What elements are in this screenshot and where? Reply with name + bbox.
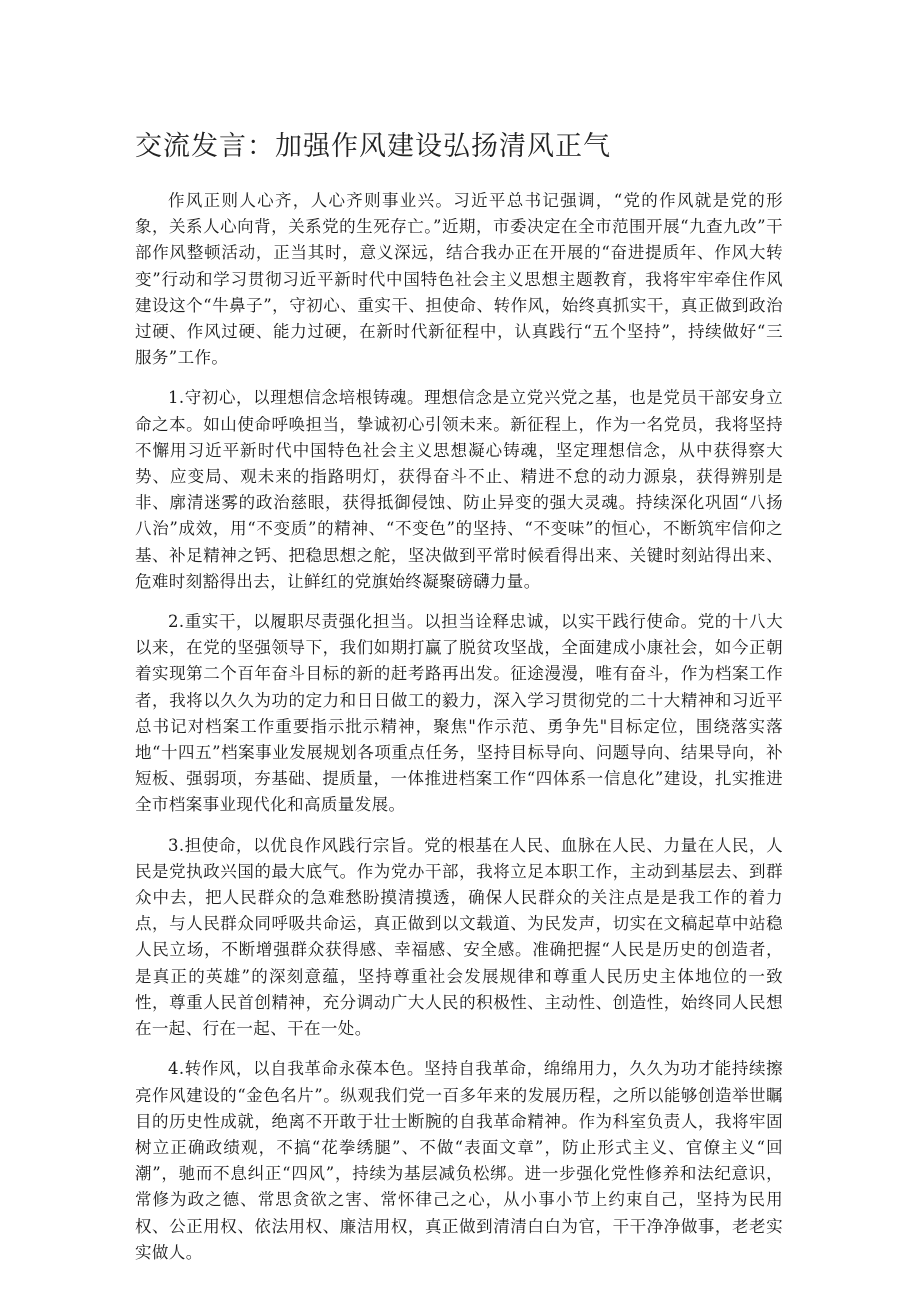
paragraph-point-3: 3.担使命，以优良作风践行宗旨。党的根基在人民、血脉在人民、力量在人民，人民是党执政兴国的最大底气。作为党办干部，我将立足本职工作，主动到基层去、到群众中去，把人民群众的急难愁盼摸清摸透，确保人民群众的关注点是是我工作的着力点，与人民群众同呼吸共命运，真正做到以文载道、为民发声，切实在文稿起草中站稳人民立场，不断增强群众获得感、幸福感、安全感。准确把握“人民是历史的创造者，是真正的英雄”的深刻意蕴，坚持尊重社会发展规律和尊重人民历史主体地位的一致性，尊重人民首创精神，充分调动广大人民的积极性、主动性、创造性，始终同人民想在一起、行在一起、干在一处。 <box>135 835 783 1039</box>
paragraph-intro: 作风正则人心齐，人心齐则事业兴。习近平总书记强调，“党的作风就是党的形象，关系人心向背，关系党的生死存亡。”近期，市委决定在全市范围开展“九查九改”干部作风整顿活动，正当其时，意义深远，结合我办正在开展的“奋进提质年、作风大转变”行动和学习贯彻习近平新时代中国特色社会主义思想主题教育，我将牢牢牵住作风建设这个“牛鼻子”，守初心、重实干、担使命、转作风，始终真抓实干，真正做到政治过硬、作风过硬、能力过硬，在新时代新征程中，认真践行“五个坚持”，持续做好“三服务”工作。 <box>135 191 783 368</box>
paragraph-point-1: 1.守初心，以理想信念培根铸魂。理想信念是立党兴党之基，也是党员干部安身立命之本。如山使命呼唤担当，挚诚初心引领未来。新征程上，作为一名党员，我将坚持不懈用习近平新时代中国特色社会主义思想凝心铸魂，坚定理想信念，从中获得察大势、应变局、观未来的指路明灯，获得奋斗不止、精进不怠的动力源泉，获得辨别是非、廓清迷雾的政治慈眼，获得抵御侵蚀、防止异变的强大灵魂。持续深化巩固“八扬八治”成效，用“不变质”的精神、“不变色”的坚持、“不变味”的恒心，不断筑牢信仰之基、补足精神之钙、把稳思想之舵，坚决做到平常时候看得出来、关键时刻站得出来、危难时刻豁得出去，让鲜红的党旗始终凝聚磅礴力量。 <box>135 388 783 591</box>
paragraph-point-2: 2.重实干，以履职尽责强化担当。以担当诠释忠诚，以实干践行使命。党的十八大以来，在党的坚强领导下，我们如期打赢了脱贫攻坚战，全面建成小康社会，如今正朝着实现第二个百年奋斗目标的新的赶考路再出发。征途漫漫，唯有奋斗，作为档案工作者，我将以久久为功的定力和日日做工的毅力，深入学习贯彻党的二十大精神和习近平总书记对档案工作重要指示批示精神，聚焦"作示范、勇争先"目标定位，围绕落实落地“十四五”档案事业发展规划各项重点任务，坚持目标导向、问题导向、结果导向，补短板、强弱项，夯基础、提质量，一体推进档案工作“四体系一信息化”建设，扎实推进全市档案事业现代化和高质量发展。 <box>135 612 783 815</box>
paragraph-point-4: 4.转作风，以自我革命永葆本色。坚持自我革命，绵绵用力，久久为功才能持续擦亮作风建设的“金色名片”。纵观我们党一百多年来的发展历程，之所以能够创造举世瞩目的历史性成就，绝离不开敢于壮士断腕的自我革命精神。作为科室负责人，我将牢固树立正确政绩观，不搞“花拳绣腿”、不做“表面文章”，防止形式主义、官僚主义“回潮”，驰而不息纠正“四风”，持续为基层减负松绑。进一步强化党性修养和法纪意识，常修为政之德、常思贪欲之害、常怀律己之心，从小事小节上约束自己，坚持为民用权、公正用权、依法用权、廉洁用权，真正做到清清白白为官，干干净净做事，老老实实做人。 <box>135 1059 783 1262</box>
document-title: 交流发言：加强作风建设弘扬清风正气 <box>135 131 611 162</box>
